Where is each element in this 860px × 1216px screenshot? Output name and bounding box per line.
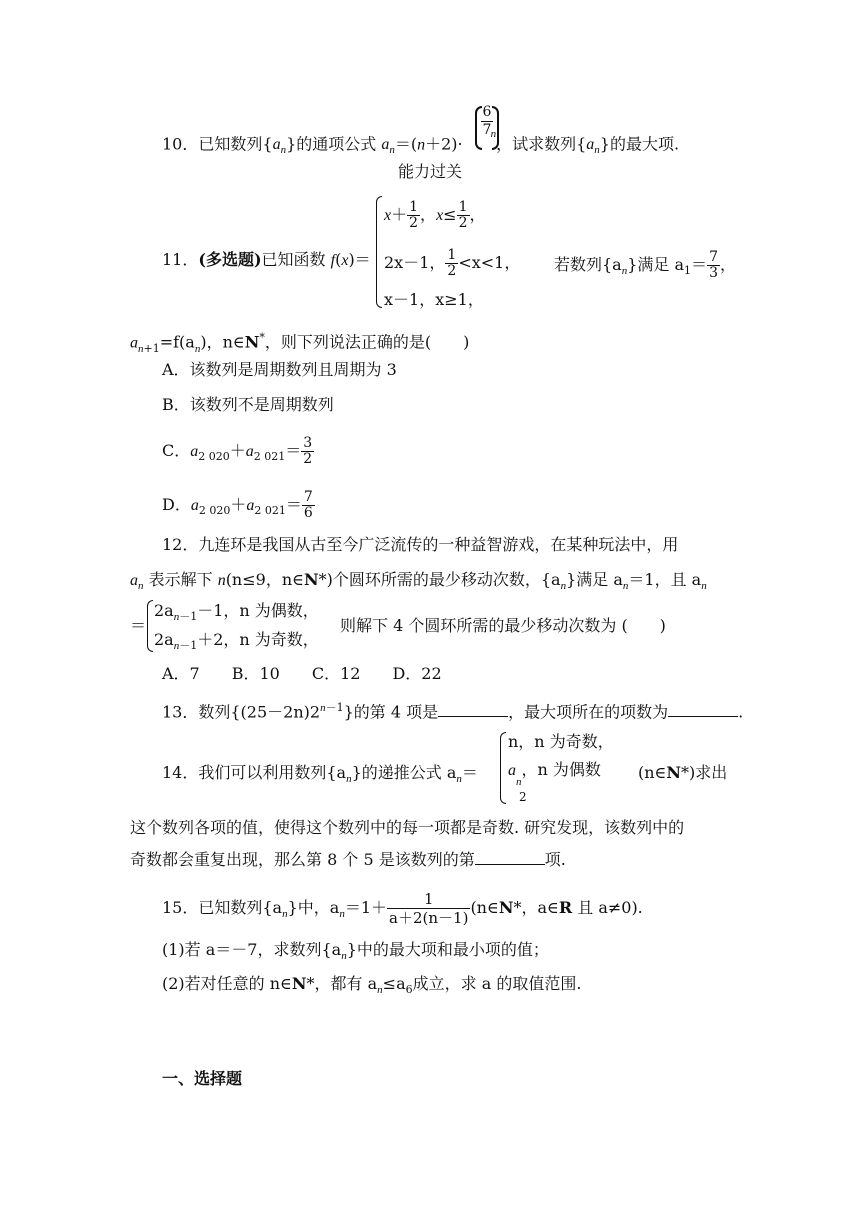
q11-line2: $a_{n+1}=f(a_n)$，n∈N*，则下列说法正确的是( ) (130, 331, 470, 355)
q10-line: 10．已知数列$\{a_n\}$的通项公式 $a_n=(n+2)\cdot^n$，试求数列$\{a_n\}$的最大项. (162, 128, 680, 157)
q11-case2: 2x－1， $\frac{1}{2}$ <x<1， (384, 247, 521, 279)
q11-option-d: D．$a_{2 020}+a_{2 021}=$ $\frac{7}{6}$ (162, 489, 313, 521)
footer-heading: 一、选择题 (162, 1069, 243, 1088)
q11-brace (376, 196, 382, 308)
q10-right-paren (492, 106, 499, 150)
section-title: 能力过关 (398, 162, 463, 181)
q15-sub2: (2)若对任意的 n∈N*，都有 $a_n\le a_6$成立，求 a 的取值范围. (162, 974, 582, 997)
q11-option-c: C．$a_{2 020}+a_{2 021}=$ $\frac{3}{2}$ (162, 435, 313, 467)
q14-brace (500, 732, 506, 804)
q10-fraction: 6 7 (482, 104, 492, 138)
q11-option-a: A．该数列是周期数列且周期为 3 (162, 360, 397, 379)
q12-brace (147, 600, 153, 652)
q11-case1: x＋ $\frac{1}{2}$ ，x≤ $\frac{1}{2}$ ， (384, 199, 486, 231)
q14-line3: 奇数都会重复出现，那么第 8 个 5 是该数列的第 项. (130, 850, 566, 869)
q14-case2: $a_n$，n 为偶数 (508, 760, 601, 789)
q14-stem: 14．我们可以利用数列$\{a_n\}$的递推公式 $a_n=$ (162, 763, 478, 786)
q15-stem: 15．已知数列$\{a_n\}$中，$a_n=1+$ $\frac{1}{a+2(n-1)}$ (n∈N*，a∈R 且 a≠0). (162, 890, 643, 927)
q14-condition: (n∈N*)求出 (638, 763, 728, 782)
q14-case1: n，n 为奇数， (508, 732, 614, 751)
q15-sub1: (1)若 a＝－7，求数列$\{a_n\}$中的最大项和最小项的值； (162, 940, 549, 963)
q12-options: A．7 B．10 C．12 D．22 (162, 664, 442, 683)
q14-line2: 这个数列各项的值，使得这个数列中的每一项都是奇数. 研究发现，该数列中的 (130, 818, 685, 837)
q12-line3: 则解下 4 个圆环所需的最少移动次数为 ( ) (340, 616, 666, 635)
q14-subscript-2: 2 (519, 790, 527, 804)
q12-line1: 12．九连环是我国从古至今广泛流传的一种益智游戏，在某种玩法中，用 (162, 535, 679, 554)
q12-equals: ＝ (130, 616, 147, 635)
q11-condition: 若数列$\{a_n\}$满足 $a_1=$ $\frac{7}{3}$ ， (554, 249, 736, 281)
q13-line: 13．数列$\{(25-2n)2^{n-1}\}$的第 4 项是 ，最大项所在的项数为 . (162, 701, 744, 722)
q11-case3: x－1，x≥1， (384, 290, 484, 309)
q12-line2: $a_n$ 表示解下 n(n≤9，n∈N*)个圆环所需的最少移动次数，$\{a_n\}$满足 $a_n=1$，且 $a_n$ (130, 570, 707, 593)
q12-case2: $2a_{n-1}+2$，n 为奇数， (154, 630, 319, 653)
q12-case1: $2a_{n-1}-1$，n 为偶数， (154, 601, 319, 624)
q11-stem: 11．(多选题)已知函数 f(x)＝ (162, 250, 371, 269)
q11-option-b: B．该数列不是周期数列 (162, 395, 334, 414)
